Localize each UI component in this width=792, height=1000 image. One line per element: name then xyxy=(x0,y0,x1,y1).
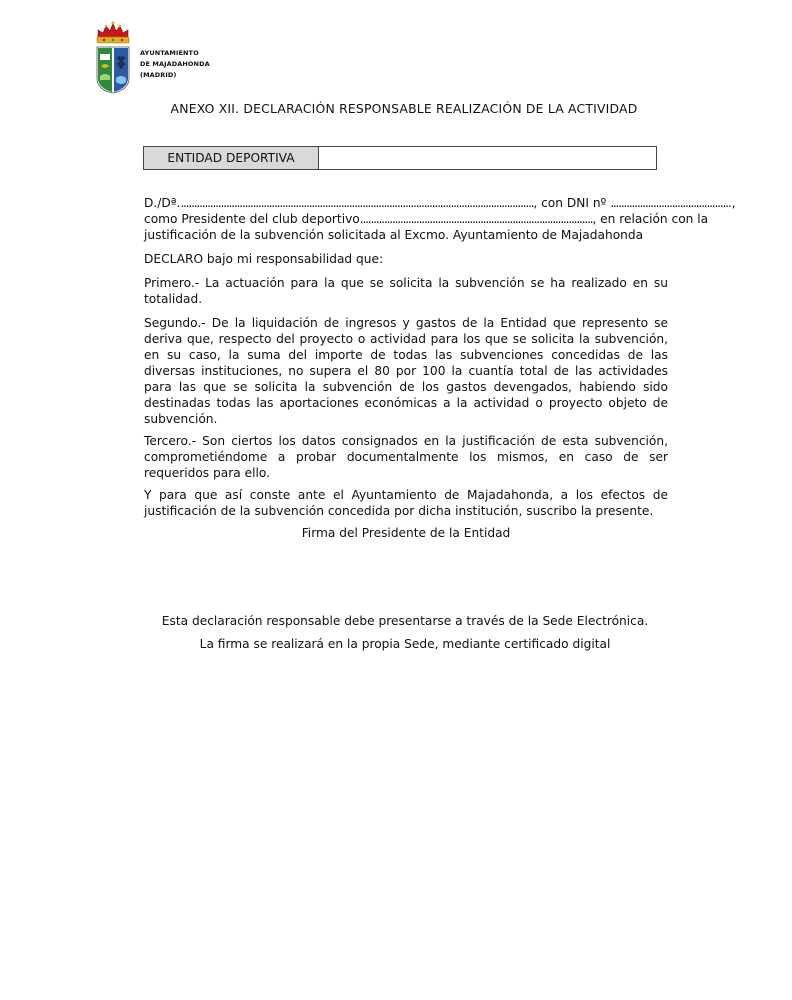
entity-label: ENTIDAD DEPORTIVA xyxy=(144,147,319,169)
paragraph-cierre: Y para que así conste ante el Ayuntamiento de Majadahonda, a los efectos de justificación de la subvención concedida por dicha institución, suscribo la presente. xyxy=(144,488,668,518)
name-blank[interactable]: .................................................................................................................................... xyxy=(180,196,534,210)
coat-of-arms-icon xyxy=(94,20,132,94)
intro-line-1 xyxy=(144,195,736,211)
name-prefix: D./Dª. xyxy=(144,196,181,210)
relation-text: , en relación con la xyxy=(592,212,709,226)
footer-note-1: Esta declaración responsable debe presentarse a través de la Sede Electrónica. xyxy=(161,614,649,628)
president-label: como Presidente del club deportivo xyxy=(144,212,360,226)
intro-line-3: justificación de la subvención solicitada al Excmo. Ayuntamiento de Majadahonda xyxy=(144,228,644,242)
entity-table xyxy=(143,146,657,170)
dni-blank[interactable]: ............................................ xyxy=(610,196,728,210)
footer-note-2: La firma se realizará en la propia Sede, mediante certificado digital xyxy=(199,637,611,651)
paragraph-primero: Primero.- La actuación para la que se solicita la subvención se ha realizado en su totalidad. xyxy=(144,276,668,306)
municipality-name xyxy=(140,48,210,81)
declaro-line: DECLARO bajo mi responsabilidad que: xyxy=(144,252,384,266)
signature-label: Firma del Presidente de la Entidad xyxy=(301,526,511,540)
paragraph-tercero: Tercero.- Son ciertos los datos consignados en la justificación de esta subvención, comprometiéndome a probar documentalmente los mismos, en caso de ser requeridos para ello. xyxy=(144,434,668,480)
declaration-body xyxy=(144,195,736,525)
intro-line-2 xyxy=(144,211,709,227)
municipal-logo xyxy=(94,20,234,96)
org-line-2: DE MAJADAHONDA xyxy=(140,60,210,68)
document-title: ANEXO XII. DECLARACIÓN RESPONSABLE REALIZACIÓN DE LA ACTIVIDAD xyxy=(170,101,638,116)
org-line-1: AYUNTAMIENTO xyxy=(140,49,199,57)
intro-paragraph xyxy=(144,195,736,243)
club-blank[interactable]: ....................................................................................... xyxy=(359,212,593,226)
dni-label: , con DNI nº xyxy=(533,196,607,210)
dni-suffix: ., xyxy=(727,196,736,210)
paragraph-segundo: Segundo.- De la liquidación de ingresos y gastos de la Entidad que represento se deriva que, respecto del proyecto o actividad para los que se solicita la subvención, en su caso, la suma del importe de todas las subvenciones concedidas de las diversas instituciones, no supera el 80 por 100 la cuantía total de las actividades para las que se solicita la subvención de los gastos devengados, habiendo sido destinadas todas las aportaciones económicas a la actividad o proyecto objeto de subvención. xyxy=(144,316,668,426)
entity-value-field[interactable] xyxy=(319,147,656,169)
org-line-3: (MADRID) xyxy=(140,71,177,79)
